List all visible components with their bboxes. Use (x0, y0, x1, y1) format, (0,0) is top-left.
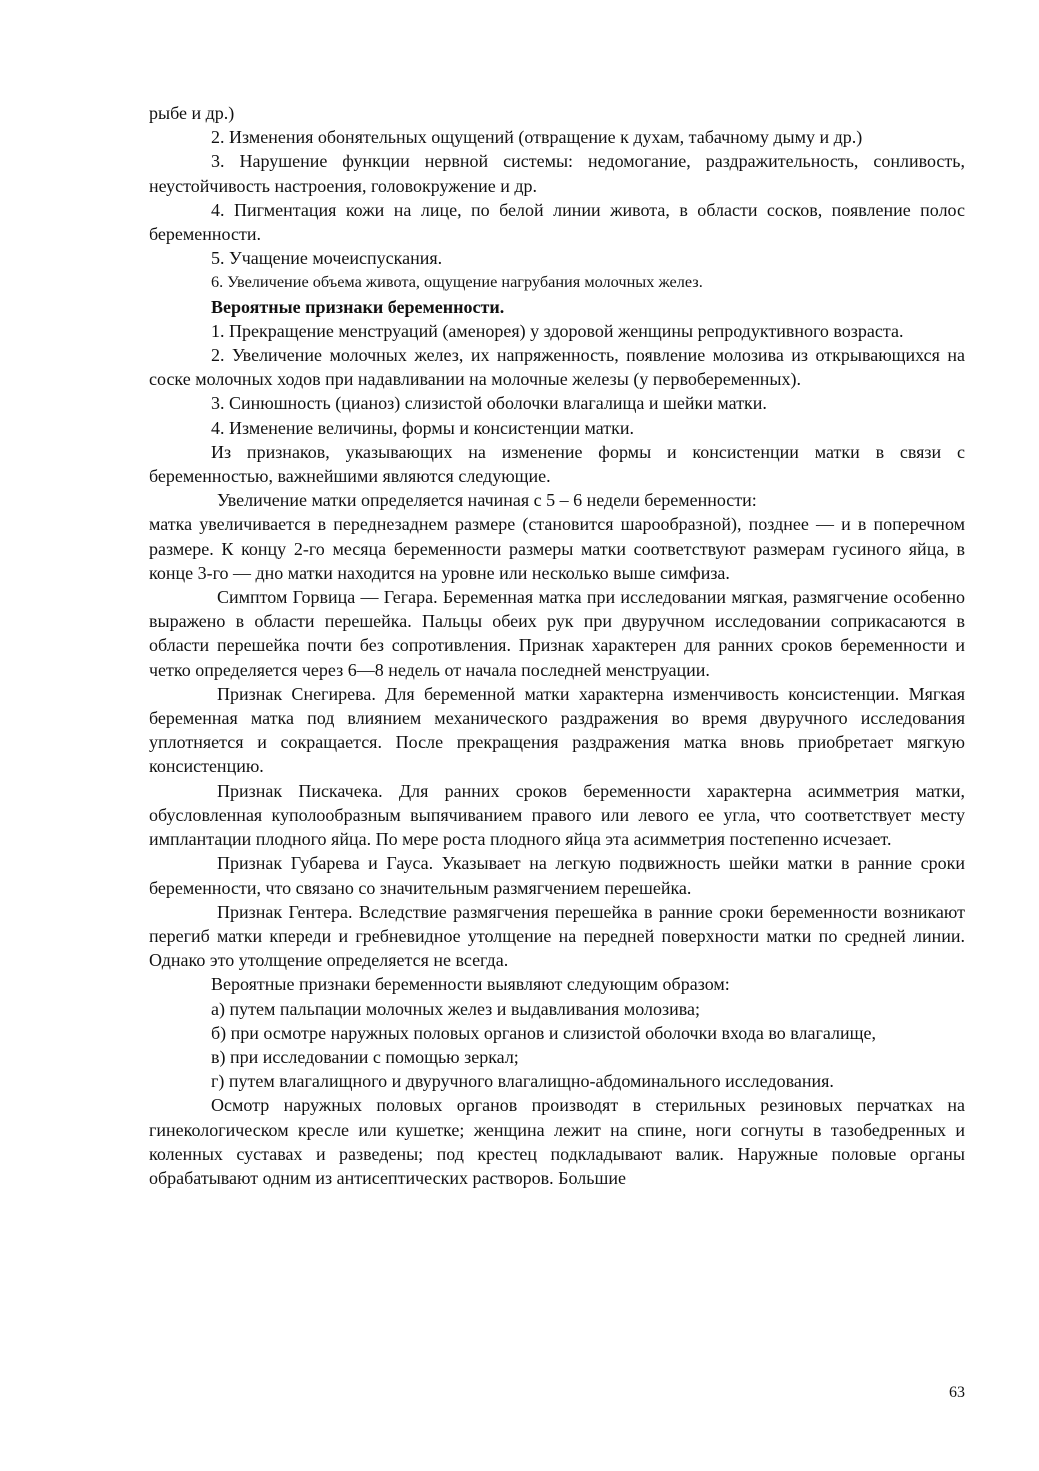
list-item: 6. Увеличение объема живота, ощущение нагрубания молочных желез. (211, 272, 703, 292)
document-page (149, 101, 965, 1190)
list-item: 2. Увеличение молочных желез, их напряженность, появление молозива из открывающихся на соске молочных ходов при надавливании на молочные железы (у первобеременных). (149, 345, 965, 390)
list-item: 3. Синюшность (цианоз) слизистой оболочки влагалища и шейки матки. (211, 393, 767, 414)
paragraph: рыбе и др.) (149, 103, 235, 123)
section-heading: Вероятные признаки беременности. (211, 296, 505, 317)
page-number: 63 (949, 1384, 965, 1401)
paragraph: Осмотр наружных половых органов производят в стерильных резиновых перчатках на гинекологическом кресле или кушетке; женщина лежит на спине, ноги согнуты в тазобедренных и коленных суставах и разведены; под крестец подкладывают валик. Наружные половые органы обрабатывают одним из антисептических растворов. Большие (149, 1095, 965, 1188)
paragraph: матка увеличивается в переднезаднем размере (становится шарообразной), позднее — и в поперечном размере. К концу 2-го месяца беременности размеры матки соответствуют размерам гусиного яйца, в конце 3-го — дно матки находится на уровне или несколько выше симфиза. (149, 514, 965, 583)
paragraph: Признак Губарева и Гауса. Указывает на легкую подвижность шейки матки в ранние сроки беременности, что связано со значительным размягчением перешейка. (149, 853, 965, 898)
list-item: 2. Изменения обонятельных ощущений (отвращение к духам, табачному дыму и др.) (211, 127, 863, 148)
paragraph: Симптом Горвица — Гегара. Беременная матка при исследовании мягкая, размягчение особенно выражено в области перешейка. Пальцы обеих рук при двуручном исследовании соприкасаются в области перешейка почти без сопротивления. Признак характерен для ранних сроков беременности и четко определяется через 6—8 недель от начала последней менструации. (149, 587, 965, 680)
list-item: 4. Пигментация кожи на лице, по белой линии живота, в области сосков, появление полос беременности. (149, 199, 965, 245)
list-item: б) при осмотре наружных половых органов и слизистой оболочки входа во влагалище, (211, 1022, 877, 1043)
list-item: 4. Изменение величины, формы и консистенции матки. (211, 417, 635, 438)
paragraph: Вероятные признаки беременности выявляют следующим образом: (211, 974, 730, 995)
list-item: г) путем влагалищного и двуручного влагалищно-абдоминального исследования. (211, 1071, 834, 1092)
list-item: в) при исследовании с помощью зеркал; (211, 1046, 519, 1067)
list-item: а) путем пальпации молочных желез и выдавливания молозива; (211, 998, 700, 1019)
paragraph: Из признаков, указывающих на изменение формы и консистенции матки в связи с беременностью, важнейшими являются следующие. (149, 441, 965, 487)
paragraph: Признак Гентера. Вследствие размягчения перешейка в ранние сроки беременности возникают перегиб матки кпереди и гребневидное утолщение на передней поверхности матки по средней линии. Однако это утолщение определяется не всегда. (149, 901, 965, 971)
list-item: 3. Нарушение функции нервной системы: недомогание, раздражительность, сонливость, неустойчивость настроения, головокружение и др. (149, 151, 965, 196)
paragraph: Увеличение матки определяется начиная с 5 – 6 недели беременности: (217, 490, 757, 511)
list-item: 5. Учащение мочеиспускания. (211, 248, 443, 269)
list-item: 1. Прекращение менструаций (аменорея) у здоровой женщины репродуктивного возраста. (211, 320, 904, 341)
paragraph: Признак Пискачека. Для ранних сроков беременности характерна асимметрия матки, обусловленная куполообразным выпячиванием правого или левого ее угла, что соответствует месту имплантации плодного яйца. По мере роста плодного яйца эта асимметрия постепенно исчезает. (149, 780, 965, 850)
paragraph: Признак Снегирева. Для беременной матки характерна изменчивость консистенции. Мягкая беременная матка под влиянием механического раздражения во время двуручного исследования уплотняется и сокращается. После прекращения раздражения матка вновь приобретает мягкую консистенцию. (149, 683, 965, 777)
